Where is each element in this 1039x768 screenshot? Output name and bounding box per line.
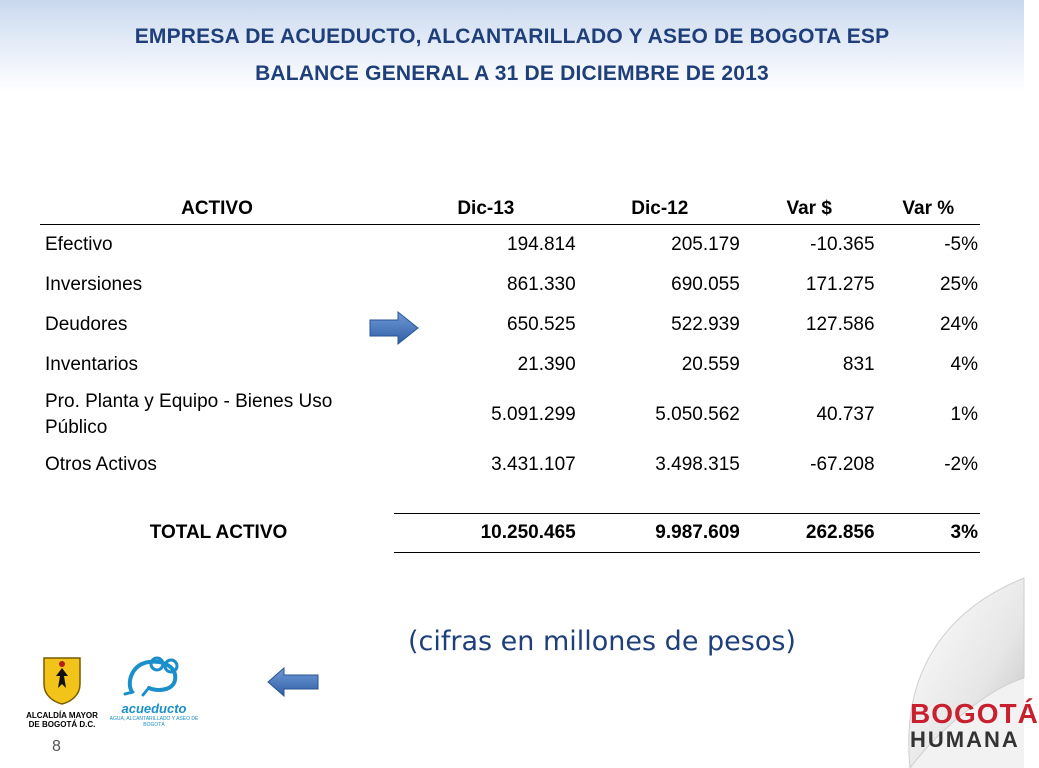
cell-var-pct: 1% [950,404,978,425]
col-header-var-pct: Var % [877,194,980,225]
cell-dic12: 3.498.315 [655,454,740,475]
acueducto-logo [108,654,200,728]
cell-var-pct: 25% [939,274,978,295]
row-label: Inversiones [45,274,143,295]
total-label: TOTAL ACTIVO [149,522,288,543]
table-row [40,385,980,445]
col-header-dic13: Dic-13 [394,194,578,225]
alcaldia-logo [26,654,98,729]
table-spacer [40,485,980,514]
units-note: (cifras en millones de pesos) [408,626,796,657]
col-header-var-abs: Var $ [742,194,877,225]
cell-var-abs: -67.208 [810,454,875,475]
page-number: 8 [52,738,61,755]
alcaldia-logo-text: ALCALDÍA MAYOR DE BOGOTÁ D.C. [26,711,98,729]
balance-table [40,194,980,553]
right-arrow-icon [368,310,420,346]
frog-icon [119,654,189,696]
bogota-logo-line2: HUMANA [910,727,1020,752]
total-row [40,514,980,553]
cell-var-abs: 831 [842,354,875,375]
cell-var-pct: -2% [944,454,978,475]
table-row [40,445,980,485]
cell-dic13: 861.330 [507,274,576,295]
row-label: Inventarios [45,354,138,375]
total-var-abs: 262.856 [742,514,877,553]
cell-var-pct: 24% [939,314,978,335]
cell-var-abs: 127.586 [805,314,875,335]
cell-var-abs: 40.737 [816,404,875,425]
total-dic13: 10.250.465 [394,514,578,553]
cell-dic12: 5.050.562 [655,404,740,425]
acueducto-logo-text: acueducto [121,701,187,716]
bogota-humana-logo [910,698,1039,752]
company-title: EMPRESA DE ACUEDUCTO, ALCANTARILLADO Y ASEO DE BOGOTA ESP [134,25,890,48]
cell-dic13: 650.525 [507,314,576,335]
table-row [40,305,980,345]
table-header-row [40,194,980,225]
cell-var-abs: -10.365 [810,234,875,255]
slide-header [0,0,1024,92]
cell-dic13: 3.431.107 [491,454,576,475]
cell-dic12: 522.939 [671,314,740,335]
total-dic12: 9.987.609 [578,514,742,553]
cell-var-abs: 171.275 [805,274,875,295]
row-label: Otros Activos [45,454,157,475]
cell-dic12: 20.559 [681,354,740,375]
acueducto-logo-subtext: AGUA, ALCANTARILLADO Y ASEO DE BOGOTÁ [109,716,199,728]
cell-var-pct: 4% [950,354,978,375]
coat-of-arms-icon [40,654,84,706]
cell-dic13: 194.814 [507,234,576,255]
cell-dic12: 690.055 [671,274,740,295]
row-label: Efectivo [45,234,113,255]
row-label: Deudores [45,314,128,335]
total-var-pct: 3% [877,514,980,553]
cell-dic13: 5.091.299 [491,404,576,425]
col-header-activo: ACTIVO [40,194,394,225]
cell-dic12: 205.179 [671,234,740,255]
table-row [40,225,980,266]
bogota-logo-line1: BOGOTÁ [910,698,1039,729]
col-header-dic12: Dic-12 [578,194,742,225]
report-title: BALANCE GENERAL A 31 DE DICIEMBRE DE 2013 [255,62,769,85]
table-row [40,265,980,305]
row-label: Pro. Planta y Equipo - Bienes Uso Público [45,391,333,438]
cell-dic13: 21.390 [517,354,576,375]
table-row [40,345,980,385]
left-arrow-icon[interactable] [266,667,320,697]
cell-var-pct: -5% [944,234,978,255]
